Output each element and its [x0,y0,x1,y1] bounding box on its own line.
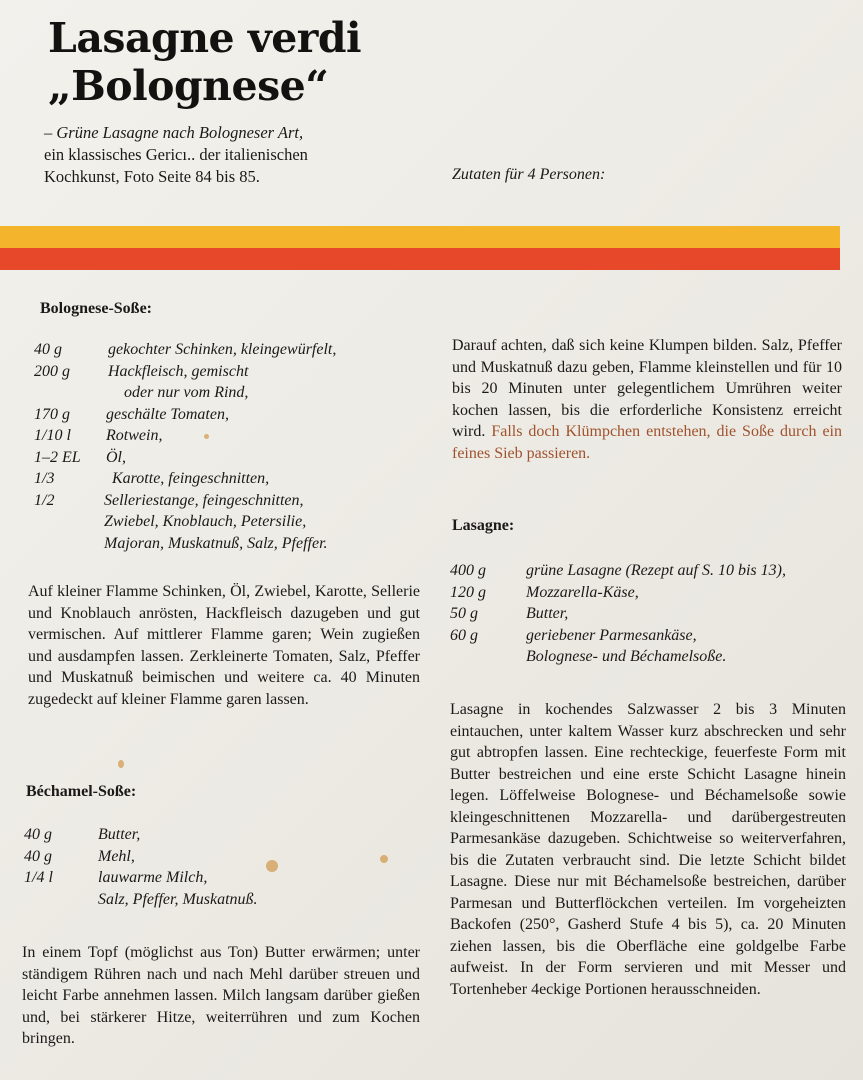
lasagne-ingredient-list [450,560,860,668]
bechamel-heading: Béchamel-Soße: [26,783,137,800]
stain-spot [266,860,278,872]
ingredient-row: 200 g Hackfleisch, gemischt [34,362,249,380]
stain-spot [380,855,388,863]
bolognese-heading: Bolognese-Soße: [40,300,152,317]
ingredient-row: 120 g Mozzarella-Käse, [450,583,639,601]
stain-spot [204,434,209,439]
lasagne-heading: Lasagne: [452,517,515,534]
ingredient-row: 1/10 l Rotwein, [34,427,163,444]
ingredient-row: Salz, Pfeffer, Muskatnuß. [98,890,258,908]
ingredient-row: oder nur vom Rind, [124,384,249,401]
ingredient-row: 40 g Butter, [24,826,141,843]
title-line-1: Lasagne verdi [48,14,362,62]
ingredient-row: 1/3 Karotte, feingeschnitten, [34,470,270,487]
ingredient-row: 1–2 EL Öl, [34,448,126,466]
bolognese-ingredient-list [34,339,434,554]
bechamel-ingredient-list [24,824,424,910]
bolognese-instructions: Auf kleiner Flamme Schinken, Öl, Zwiebel, Karotte, Sellerie und Knoblauch anrösten, Hackfleisch dazugeben und gut vermischen. Auf mittlerer Flamme garen; Wein zugießen und ausdampfen lassen. Zerkleinerte Tomaten, Salz, Pfeffer und Muskatnuß beimischen und weitere ca. 40 Minuten zugedeckt auf kleiner Flamme garen lassen. [28,583,420,708]
ingredient-row: 40 g gekochter Schinken, kleingewürfelt, [34,341,337,358]
bechamel-continued-text-2: Falls doch Klümpchen entstehen, die Soße durch ein feines Sieb passieren. [452,423,843,462]
yellow-stripe [0,226,840,248]
subtitle-line-2: ein klassisches Gericı.. der italienischen [44,145,308,164]
ingredient-row: 1/4 l lauwarme Milch, [24,869,208,886]
bechamel-continued-text-1: Darauf achten, daß sich keine Klumpen bilden. Salz, Pfeffer und Muskatnuß dazu geben, Flamme kleinstellen und für 10 bis 20 Minuten unter gelegentlichem Umrühren weiter kochen lassen, bis die erforderliche Konsistenz erreicht wird. [452,337,842,440]
ingredient-row: 40 g Mehl, [24,847,135,865]
title-line-2: „Bolognese“ [48,62,329,110]
servings-label: Zutaten für 4 Personen: [452,166,606,183]
ingredient-row: 60 g geriebener Parmesankäse, [450,626,697,644]
subtitle-line-1: – Grüne Lasagne nach Bologneser Art, [44,123,304,142]
stain-spot [118,760,124,768]
ingredient-row: 400 g grüne Lasagne (Rezept auf S. 10 bis 13), [450,562,786,579]
recipe-title [48,14,361,110]
red-stripe [0,248,840,270]
ingredient-row: 1/2 Selleriestange, feingeschnitten, [34,491,304,509]
ingredient-row: Majoran, Muskatnuß, Salz, Pfeffer. [104,534,328,552]
subtitle-line-3: Kochkunst, Foto Seite 84 bis 85. [44,167,260,186]
bechamel-instructions: In einem Topf (möglichst aus Ton) Butter erwärmen; unter ständigem Rühren nach und nach Mehl darüber streuen und leicht Farbe annehmen lassen. Milch langsam darüber gießen und, bei stärkerer Hitze, weiterrühren und zum Kochen bringen. [22,944,420,1047]
ingredient-row: Bolognese- und Béchamelsoße. [526,648,727,665]
recipe-subtitle [44,122,308,188]
ingredient-row: 170 g geschälte Tomaten, [34,405,229,423]
lasagne-instructions: Lasagne in kochendes Salzwasser 2 bis 3 Minuten eintauchen, unter kaltem Wasser kurz abschrecken und sehr gut abtropfen lassen. Eine rechteckige, feuerfeste Form mit Butter bestreichen und eine erste Schicht Lasagne hinein legen. Löffelweise Bolognese- und Béchamelsoße sowie kleingeschnittenen Mozzarella- und darübergestreuten Parmesankäse dazugeben. Schichtweise so weiterverfahren, bis die Zutaten verbraucht sind. Die letzte Schicht bildet Lasagne. Diese nur mit Béchamelsoße bestreichen, darüber Parmesan und Butterflöckchen verteilen. Im vorgeheizten Backofen (250°, Gasherd Stufe 4 bis 5), ca. 20 Minuten ziehen lassen, bis die Oberfläche eine goldgelbe Farbe aufweist. In der Form servieren und mit Messer und Tortenheber 4eckige Portionen herausschneiden. [450,701,846,998]
ingredient-row: 50 g Butter, [450,605,569,622]
bechamel-continued [452,335,842,464]
ingredient-row: Zwiebel, Knoblauch, Petersilie, [104,513,307,530]
